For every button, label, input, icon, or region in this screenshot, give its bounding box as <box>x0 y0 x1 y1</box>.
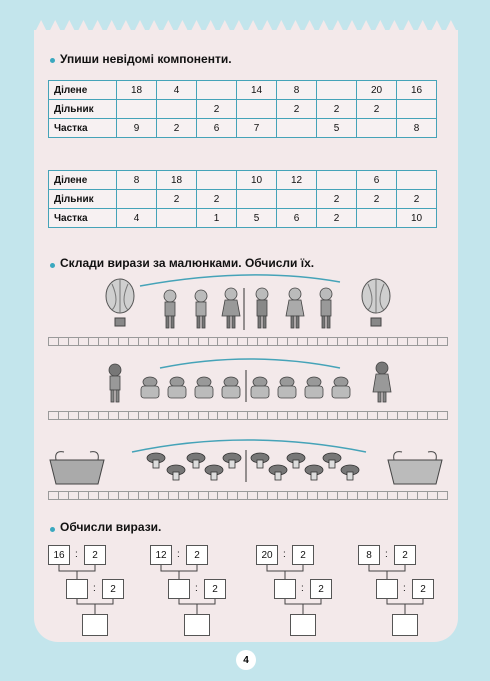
table-cell[interactable] <box>277 190 317 209</box>
answer-cell[interactable] <box>198 411 208 420</box>
answer-cell[interactable] <box>307 411 317 420</box>
answer-cell[interactable] <box>158 411 168 420</box>
table-cell[interactable]: 5 <box>317 119 357 138</box>
answer-cell[interactable] <box>357 411 367 420</box>
answer-cell[interactable] <box>237 491 247 500</box>
answer-cell[interactable] <box>178 411 188 420</box>
answer-cell[interactable] <box>108 411 118 420</box>
bullet <box>50 263 55 268</box>
operand-box[interactable]: 20 <box>256 545 278 565</box>
answer-cell[interactable] <box>58 337 68 346</box>
answer-cell[interactable] <box>327 337 337 346</box>
answer-cell[interactable] <box>267 491 277 500</box>
answer-cell[interactable] <box>198 337 208 346</box>
divide-sign: : <box>195 583 198 594</box>
answer-cell[interactable] <box>407 337 417 346</box>
answer-cell[interactable] <box>427 337 437 346</box>
answer-cell[interactable] <box>237 337 247 346</box>
table-cell[interactable]: 2 <box>357 190 397 209</box>
row-header: Частка <box>49 209 117 228</box>
final-result-box[interactable] <box>184 614 210 636</box>
table-cell[interactable]: 4 <box>157 81 197 100</box>
answer-cell[interactable] <box>68 411 78 420</box>
answer-cell[interactable] <box>257 491 267 500</box>
table-cell[interactable] <box>157 100 197 119</box>
row-header: Дільник <box>49 100 117 119</box>
children-icon <box>164 288 332 328</box>
answer-cell[interactable] <box>78 337 88 346</box>
hot-air-balloon-icon <box>106 279 134 326</box>
answer-cell[interactable] <box>327 411 337 420</box>
table-cell[interactable]: 8 <box>397 119 437 138</box>
answer-cell[interactable] <box>108 491 118 500</box>
answer-cell[interactable] <box>78 491 88 500</box>
table-cell[interactable]: 5 <box>237 209 277 228</box>
answer-cell[interactable] <box>208 337 218 346</box>
table-row <box>49 171 437 190</box>
table-cell[interactable]: 4 <box>117 209 157 228</box>
operand-box[interactable]: 2 <box>412 579 434 599</box>
answer-cell[interactable] <box>48 337 58 346</box>
answer-cells[interactable] <box>48 337 448 346</box>
table-row <box>49 190 437 209</box>
answer-cell[interactable] <box>437 411 448 420</box>
answer-cell[interactable] <box>227 411 237 420</box>
result-box[interactable] <box>168 579 190 599</box>
tree-lines <box>256 565 346 655</box>
answer-cell[interactable] <box>397 491 407 500</box>
table-cell[interactable]: 2 <box>317 190 357 209</box>
answer-cell[interactable] <box>297 411 307 420</box>
answer-cell[interactable] <box>98 491 108 500</box>
answer-cell[interactable] <box>347 491 357 500</box>
answer-cells[interactable] <box>48 411 448 420</box>
answer-cell[interactable] <box>247 491 257 500</box>
answer-cell[interactable] <box>208 411 218 420</box>
answer-cell[interactable] <box>367 491 377 500</box>
operand-box[interactable]: 8 <box>358 545 380 565</box>
answer-cell[interactable] <box>367 411 377 420</box>
divide-sign: : <box>283 549 286 560</box>
operand-box[interactable]: 16 <box>48 545 70 565</box>
answer-cell[interactable] <box>317 337 327 346</box>
result-box[interactable] <box>274 579 296 599</box>
mushroom-icon <box>147 453 359 480</box>
answer-cell[interactable] <box>217 337 227 346</box>
answer-cell[interactable] <box>287 411 297 420</box>
final-result-box[interactable] <box>82 614 108 636</box>
operand-box[interactable]: 2 <box>204 579 226 599</box>
basket-icon <box>388 452 442 484</box>
basket-icon <box>50 452 104 484</box>
answer-cell[interactable] <box>118 337 128 346</box>
answer-cell[interactable] <box>257 411 267 420</box>
row-header: Ділене <box>49 81 117 100</box>
table-cell[interactable]: 16 <box>397 81 437 100</box>
table-row <box>49 100 437 119</box>
answer-cell[interactable] <box>178 491 188 500</box>
task3-heading: Обчисли вирази. <box>60 520 162 534</box>
answer-cell[interactable] <box>337 337 347 346</box>
balloons-children-picture <box>100 272 400 334</box>
answer-cell[interactable] <box>307 491 317 500</box>
answer-cell[interactable] <box>367 337 377 346</box>
answer-cell[interactable] <box>417 491 427 500</box>
final-result-box[interactable] <box>290 614 316 636</box>
table-row <box>49 81 437 100</box>
answer-cell[interactable] <box>277 411 287 420</box>
divide-sign: : <box>93 583 96 594</box>
task2-heading: Склади вирази за малюнками. Обчисли їх. <box>60 256 315 270</box>
table-cell[interactable]: 8 <box>117 171 157 190</box>
answer-cell[interactable] <box>168 491 178 500</box>
hot-air-balloon-icon <box>362 279 390 326</box>
table-cell[interactable] <box>157 209 197 228</box>
answer-cell[interactable] <box>377 491 387 500</box>
answer-cell[interactable] <box>387 337 397 346</box>
table-cell[interactable] <box>357 209 397 228</box>
table-cell[interactable]: 18 <box>117 81 157 100</box>
answer-cell[interactable] <box>287 337 297 346</box>
result-box[interactable] <box>376 579 398 599</box>
table-cell[interactable]: 2 <box>157 119 197 138</box>
answer-cell[interactable] <box>427 411 437 420</box>
table-cell[interactable] <box>397 100 437 119</box>
table-unknown-components-1 <box>48 80 437 138</box>
boy-icon <box>109 364 121 402</box>
table-cell[interactable]: 6 <box>197 119 237 138</box>
answer-cell[interactable] <box>377 337 387 346</box>
bullet <box>50 58 55 63</box>
answer-cell[interactable] <box>217 491 227 500</box>
operand-box[interactable]: 2 <box>292 545 314 565</box>
answer-cell[interactable] <box>317 411 327 420</box>
table-cell[interactable] <box>277 119 317 138</box>
answer-cell[interactable] <box>58 411 68 420</box>
answer-cell[interactable] <box>208 491 218 500</box>
answer-cell[interactable] <box>68 337 78 346</box>
girl-icon <box>373 362 391 402</box>
table-cell[interactable] <box>237 190 277 209</box>
table-cell[interactable]: 8 <box>277 81 317 100</box>
answer-cell[interactable] <box>297 491 307 500</box>
answer-cell[interactable] <box>247 337 257 346</box>
answer-cell[interactable] <box>88 491 98 500</box>
row-header: Частка <box>49 119 117 138</box>
answer-cell[interactable] <box>257 337 267 346</box>
table-cell[interactable]: 18 <box>157 171 197 190</box>
answer-cell[interactable] <box>78 411 88 420</box>
answer-cells[interactable] <box>48 491 448 500</box>
operand-box[interactable]: 2 <box>394 545 416 565</box>
table-cell[interactable] <box>117 100 157 119</box>
answer-cell[interactable] <box>98 411 108 420</box>
answer-cell[interactable] <box>317 491 327 500</box>
table-cell[interactable]: 2 <box>277 100 317 119</box>
table-cell[interactable]: 20 <box>357 81 397 100</box>
divide-sign: : <box>301 583 304 594</box>
answer-cell[interactable] <box>227 491 237 500</box>
answer-cell[interactable] <box>387 411 397 420</box>
answer-cell[interactable] <box>178 337 188 346</box>
answer-cell[interactable] <box>138 411 148 420</box>
table-unknown-components-2 <box>48 170 437 228</box>
bullet <box>50 527 55 532</box>
answer-cell[interactable] <box>357 337 367 346</box>
answer-cell[interactable] <box>148 411 158 420</box>
answer-cell[interactable] <box>48 491 58 500</box>
operand-box[interactable]: 12 <box>150 545 172 565</box>
answer-cell[interactable] <box>357 491 367 500</box>
answer-cell[interactable] <box>307 337 317 346</box>
table-cell[interactable]: 10 <box>237 171 277 190</box>
operand-box[interactable]: 2 <box>102 579 124 599</box>
row-header: Ділене <box>49 171 117 190</box>
final-result-box[interactable] <box>392 614 418 636</box>
answer-cell[interactable] <box>397 411 407 420</box>
table-cell[interactable]: 10 <box>397 209 437 228</box>
answer-cell[interactable] <box>118 411 128 420</box>
answer-cell[interactable] <box>237 411 247 420</box>
table-cell[interactable]: 2 <box>197 100 237 119</box>
divide-sign: : <box>385 549 388 560</box>
answer-cell[interactable] <box>188 337 198 346</box>
table-cell[interactable] <box>117 190 157 209</box>
table-cell[interactable]: 2 <box>197 190 237 209</box>
table-row <box>49 209 437 228</box>
table-cell[interactable]: 2 <box>317 209 357 228</box>
answer-cell[interactable] <box>327 491 337 500</box>
table-cell[interactable] <box>317 81 357 100</box>
answer-cell[interactable] <box>158 491 168 500</box>
answer-cell[interactable] <box>48 411 58 420</box>
answer-cell[interactable] <box>88 337 98 346</box>
answer-cell[interactable] <box>148 491 158 500</box>
answer-cell[interactable] <box>88 411 98 420</box>
answer-cell[interactable] <box>217 411 227 420</box>
answer-cell[interactable] <box>337 411 347 420</box>
answer-cell[interactable] <box>277 337 287 346</box>
divide-sign: : <box>177 549 180 560</box>
answer-cell[interactable] <box>347 411 357 420</box>
mushrooms-picture <box>46 432 448 490</box>
table-cell[interactable]: 1 <box>197 209 237 228</box>
table-cell[interactable]: 2 <box>157 190 197 209</box>
answer-cell[interactable] <box>437 337 448 346</box>
table-cell[interactable] <box>197 171 237 190</box>
answer-cell[interactable] <box>58 491 68 500</box>
answer-cell[interactable] <box>407 411 417 420</box>
tree-lines <box>150 565 240 655</box>
answer-cell[interactable] <box>247 411 257 420</box>
tree-lines <box>48 565 138 655</box>
answer-cell[interactable] <box>98 337 108 346</box>
table-cell[interactable]: 7 <box>237 119 277 138</box>
operand-box[interactable]: 2 <box>310 579 332 599</box>
answer-cell[interactable] <box>108 337 118 346</box>
answer-cell[interactable] <box>188 491 198 500</box>
answer-cell[interactable] <box>417 411 427 420</box>
operand-box[interactable]: 2 <box>84 545 106 565</box>
answer-cell[interactable] <box>377 411 387 420</box>
answer-cell[interactable] <box>397 337 407 346</box>
answer-cell[interactable] <box>267 411 277 420</box>
answer-cell[interactable] <box>277 491 287 500</box>
answer-cell[interactable] <box>337 491 347 500</box>
answer-cell[interactable] <box>297 337 307 346</box>
answer-cell[interactable] <box>287 491 297 500</box>
answer-cell[interactable] <box>138 337 148 346</box>
answer-cell[interactable] <box>128 411 138 420</box>
answer-cell[interactable] <box>198 491 208 500</box>
answer-cell[interactable] <box>128 491 138 500</box>
table-cell[interactable] <box>357 119 397 138</box>
page-number: 4 <box>236 650 256 670</box>
table-cell[interactable]: 9 <box>117 119 157 138</box>
divide-sign: : <box>75 549 78 560</box>
table-cell[interactable]: 2 <box>397 190 437 209</box>
divide-sign: : <box>403 583 406 594</box>
table-cell[interactable]: 12 <box>277 171 317 190</box>
answer-cell[interactable] <box>427 491 437 500</box>
answer-cell[interactable] <box>387 491 397 500</box>
answer-cell[interactable] <box>128 337 138 346</box>
answer-cell[interactable] <box>188 411 198 420</box>
table-cell[interactable] <box>197 81 237 100</box>
table-cell[interactable]: 14 <box>237 81 277 100</box>
answer-cell[interactable] <box>227 337 237 346</box>
answer-cell[interactable] <box>168 411 178 420</box>
table-cell[interactable] <box>397 171 437 190</box>
task1-heading: Упиши невідомі компоненти. <box>60 52 232 66</box>
table-cell[interactable]: 6 <box>277 209 317 228</box>
answer-cell[interactable] <box>267 337 277 346</box>
answer-cell[interactable] <box>168 337 178 346</box>
tree-lines <box>358 565 448 655</box>
table-cell[interactable]: 6 <box>357 171 397 190</box>
answer-cell[interactable] <box>407 491 417 500</box>
answer-cell[interactable] <box>118 491 128 500</box>
table-row <box>49 119 437 138</box>
operand-box[interactable]: 2 <box>186 545 208 565</box>
table-cell[interactable] <box>317 171 357 190</box>
answer-cell[interactable] <box>138 491 148 500</box>
result-box[interactable] <box>66 579 88 599</box>
row-header: Дільник <box>49 190 117 209</box>
table-cell[interactable]: 2 <box>357 100 397 119</box>
table-cell[interactable] <box>237 100 277 119</box>
table-cell[interactable]: 2 <box>317 100 357 119</box>
answer-cell[interactable] <box>158 337 168 346</box>
answer-cell[interactable] <box>68 491 78 500</box>
answer-cell[interactable] <box>347 337 357 346</box>
answer-cell[interactable] <box>148 337 158 346</box>
baskets-picture <box>100 356 400 408</box>
answer-cell[interactable] <box>417 337 427 346</box>
answer-cell[interactable] <box>437 491 448 500</box>
